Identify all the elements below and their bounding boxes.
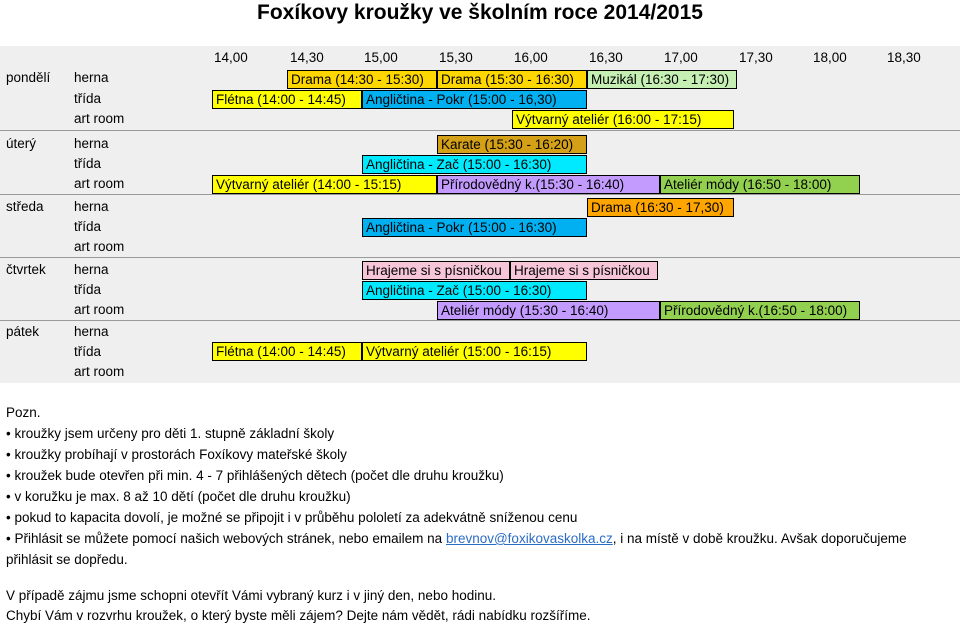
room-label: art room	[74, 302, 125, 317]
time-header: 14,30	[290, 50, 324, 65]
signup-note	[6, 528, 907, 549]
schedule-table	[0, 46, 960, 383]
time-header: 16,30	[589, 50, 623, 65]
activity-cell: Angličtina - Zač (15:00 - 16:30)	[362, 155, 587, 174]
signup-text-end: , i na místě v době kroužku. Avšak doporučujeme	[612, 531, 907, 546]
activity-cell: Přírodovědný k.(15:30 - 16:40)	[437, 175, 660, 194]
notes-heading: Pozn.	[6, 405, 41, 420]
room-label: herna	[74, 324, 109, 339]
room-label: herna	[74, 199, 109, 214]
note-item: • kroužky probíhají v prostorách Foxíkovy mateřské školy	[6, 444, 347, 465]
time-header: 15,30	[439, 50, 473, 65]
day-separator	[0, 320, 960, 321]
time-header: 17,30	[739, 50, 773, 65]
activity-cell: Angličtina - Pokr (15:00 - 16,30)	[362, 90, 587, 109]
activity-cell: Ateliér módy (15:30 - 16:40)	[437, 301, 660, 320]
note-item: • pokud to kapacita dovolí, je možné se připojit i v průběhu pololetí za adekvátně sníženou cenu	[6, 507, 577, 528]
note-item: • kroužky jsem určeny pro děti 1. stupně základní školy	[6, 423, 334, 444]
activity-cell: Výtvarný ateliér (15:00 - 16:15)	[362, 342, 587, 361]
room-label: art room	[74, 364, 125, 379]
closing-line: Chybí Vám v rozvrhu kroužek, o který byste měli zájem? Dejte nám vědět, rádi nabídku rozšíříme.	[6, 608, 591, 623]
day-separator	[0, 194, 960, 195]
room-label: art room	[74, 176, 125, 191]
time-header: 14,00	[214, 50, 248, 65]
activity-cell: Ateliér módy (16:50 - 18:00)	[660, 175, 860, 194]
room-label: herna	[74, 262, 109, 277]
activity-cell: Drama (16:30 - 17,30)	[587, 198, 734, 217]
activity-cell: Přírodovědný k.(16:50 - 18:00)	[660, 301, 860, 320]
day-separator	[0, 130, 960, 131]
note-item: • kroužek bude otevřen při min. 4 - 7 přihlášených dětech (počet dle druhu kroužku)	[6, 465, 504, 486]
day-separator	[0, 257, 960, 258]
activity-cell: Drama (15:30 - 16:30)	[437, 70, 587, 89]
activity-cell: Flétna (14:00 - 14:45)	[212, 342, 362, 361]
activity-cell: Karate (15:30 - 16:20)	[437, 135, 587, 154]
note-item: • v koružku je max. 8 až 10 dětí (počet dle druhu kroužku)	[6, 486, 351, 507]
email-link[interactable]: brevnov@foxikovaskolka.cz	[445, 531, 613, 546]
day-label-tuesday: úterý	[6, 136, 37, 151]
activity-cell: Hrajeme si s písničkou	[362, 261, 510, 280]
signup-note-line2: přihlásit se dopředu.	[6, 552, 128, 567]
room-label: třída	[74, 91, 102, 106]
day-label-thursday: čtvrtek	[6, 262, 46, 277]
time-header: 15,00	[364, 50, 398, 65]
room-label: třída	[74, 156, 102, 171]
signup-text: Přihlásit se můžete pomocí našich webových stránek, nebo emailem na	[14, 531, 446, 546]
time-header: 17,00	[664, 50, 698, 65]
activity-cell: Muzikál (16:30 - 17:30)	[587, 70, 737, 89]
room-label: třída	[74, 282, 102, 297]
day-label-wednesday: středa	[6, 199, 44, 214]
page-title: Foxíkovy kroužky ve školním roce 2014/2015	[257, 1, 703, 24]
time-header: 16,00	[514, 50, 548, 65]
time-header: 18,30	[887, 50, 921, 65]
room-label: art room	[74, 111, 125, 126]
room-label: herna	[74, 136, 109, 151]
activity-cell: Výtvarný ateliér (14:00 - 15:15)	[212, 175, 437, 194]
activity-cell: Výtvarný ateliér (16:00 - 17:15)	[512, 110, 734, 129]
activity-cell: Drama (14:30 - 15:30)	[287, 70, 437, 89]
closing-line: V případě zájmu jsme schopni otevřít Vámi vybraný kurz i v jiný den, nebo hodinu.	[6, 588, 496, 603]
day-label-friday: pátek	[6, 324, 40, 339]
room-label: třída	[74, 219, 102, 234]
room-label: třída	[74, 344, 102, 359]
activity-cell: Hrajeme si s písničkou	[510, 261, 658, 280]
time-header: 18,00	[813, 50, 847, 65]
activity-cell: Angličtina - Pokr (15:00 - 16:30)	[362, 218, 587, 237]
room-label: art room	[74, 239, 125, 254]
activity-cell: Angličtina - Zač (15:00 - 16:30)	[362, 281, 587, 300]
room-label: herna	[74, 70, 109, 85]
day-label-monday: pondělí	[6, 70, 51, 85]
activity-cell: Flétna (14:00 - 14:45)	[212, 90, 362, 109]
